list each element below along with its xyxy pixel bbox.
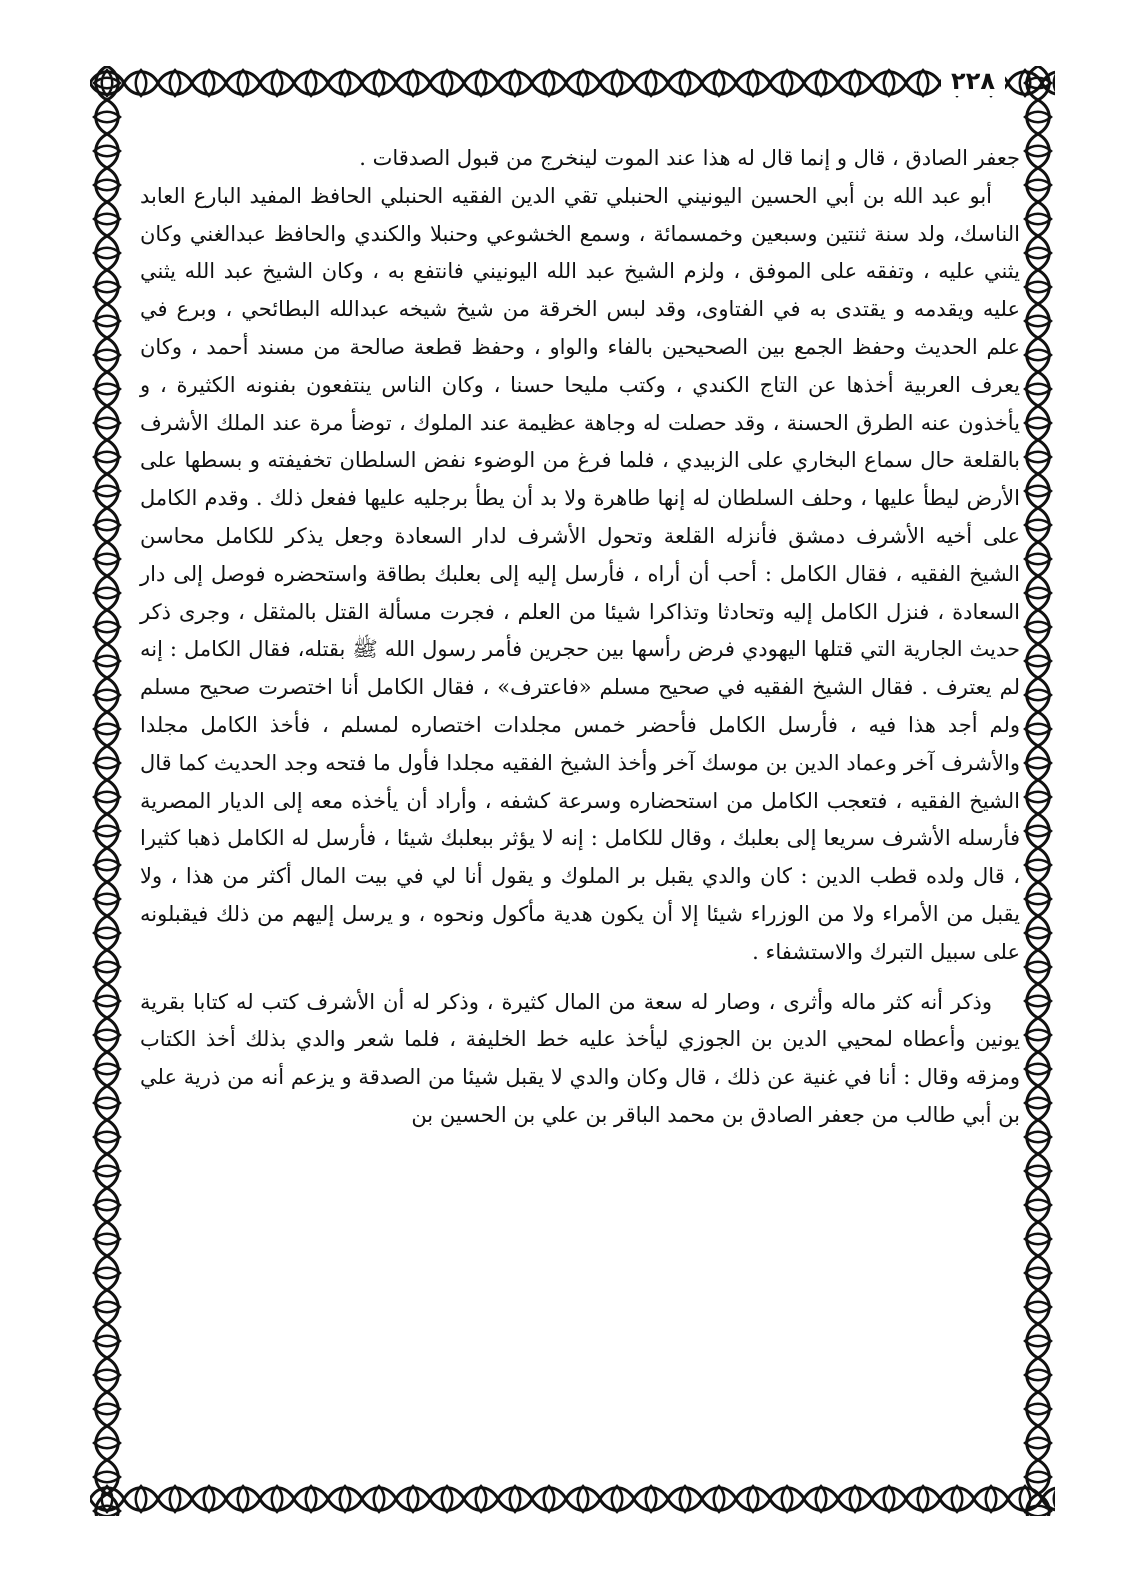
page-number: ٢٢٨ bbox=[941, 66, 1005, 96]
border-bottom bbox=[90, 1482, 1055, 1516]
border-top bbox=[90, 66, 1055, 100]
paragraph: أبو عبد الله بن أبي الحسين اليونيني الحنبلي تقي الدين الفقيه الحنبلي الحافظ المفيد البارع العابد الناسك، ولد سنة ثنتين وسبعين وخمسمائة ، وسمع الخشوعي وحنبلا والكندي والحافظ عبدالغني وكان يثني عليه ، وتفقه على الموفق ، ولزم الشيخ عبد الله اليونيني فانتفع به ، وكان الشيخ عبد الله يثني عليه ويقدمه و يقتدى به في الفتاوى، وقد لبس الخرقة من شيخ شيخه عبدالله البطائحي ، وبرع في علم الحديث وحفظ الجمع بين الصحيحين بالفاء والواو ، وحفظ قطعة صالحة من مسند أحمد ، وكان يعرف العربية أخذها عن التاج الكندي ، وكتب مليحا حسنا ، وكان الناس ينتفعون بفنونه الكثيرة ، و يأخذون عنه الطرق الحسنة ، وقد حصلت له وجاهة عظيمة عند الملوك ، توضأ مرة عند الملك الأشرف بالقلعة حال سماع البخاري على الزبيدي ، فلما فرغ من الوضوء نفض السلطان تخفيفته و بسطها على الأرض ليطأ عليها ، وحلف السلطان له إنها طاهرة ولا بد أن يطأ برجليه عليها ففعل ذلك . وقدم الكامل على أخيه الأشرف دمشق فأنزله القلعة وتحول الأشرف لدار السعادة وجعل يذكر للكامل محاسن الشيخ الفقيه ، فقال الكامل : أحب أن أراه ، فأرسل إليه إلى بعلبك بطاقة واستحضره فوصل إلى دار السعادة ، فنزل الكامل إليه وتحادثا وتذاكرا شيئا من العلم ، فجرت مسألة القتل بالمثقل ، وجرى ذكر حديث الجارية التي قتلها اليهودي فرض رأسها بين حجرين فأمر رسول الله ﷺ بقتله، فقال الكامل : إنه لم يعترف . فقال الشيخ الفقيه في صحيح مسلم «فاعترف» ، فقال الكامل أنا اختصرت صحيح مسلم ولم أجد هذا فيه ، فأرسل الكامل فأحضر خمس مجلدات اختصاره لمسلم ، فأخذ الكامل مجلدا والأشرف آخر وعماد الدين بن موسك آخر وأخذ الشيخ الفقيه مجلدا فأول ما فتحه وجد الحديث كما قال الشيخ الفقيه ، فتعجب الكامل من استحضاره وسرعة كشفه ، وأراد أن يأخذه معه إلى الديار المصرية فأرسله الأشرف سريعا إلى بعلبك ، وقال للكامل : إنه لا يؤثر ببعلبك شيئا ، فأرسل له الكامل ذهبا كثيرا ، قال ولده قطب الدين : كان والدي يقبل بر الملوك و يقول أنا لي في بيت المال أكثر من هذا ، ولا يقبل من الأمراء ولا من الوزراء شيئا إلا أن يكون هدية مأكول ونحوه ، و يرسل إليهم من ذلك فيقبلونه على سبيل التبرك والاستشفاء . bbox=[140, 183, 1021, 964]
paragraph: وذكر أنه كثر ماله وأثرى ، وصار له سعة من المال كثيرة ، وذكر له أن الأشرف كتب له كتابا بقرية يونين وأعطاه لمحيي الدين بن الجوزي ليأخذ عليه خط الخليفة ، فلما شعر والدي بذلك أخذ الكتاب ومزقه وقال : أنا في غنية عن ذلك ، قال وكان والدي لا يقبل شيئا من الصدقة و يزعم أنه من ذرية علي بن أبي طالب من جعفر الصادق بن محمد الباقر بن علي بن الحسين بن bbox=[140, 989, 1020, 1127]
chain-ornament-top bbox=[90, 66, 1055, 100]
paragraph: جعفر الصادق ، قال و إنما قال له هذا عند الموت لينخرج من قبول الصدقات . bbox=[359, 146, 1020, 170]
chain-ornament-left bbox=[90, 66, 124, 1516]
body-text bbox=[140, 140, 1020, 1135]
chain-ornament-bottom bbox=[90, 1482, 1055, 1516]
border-left bbox=[90, 66, 124, 1516]
chain-ornament-right bbox=[1021, 66, 1055, 1516]
border-right bbox=[1021, 66, 1055, 1516]
